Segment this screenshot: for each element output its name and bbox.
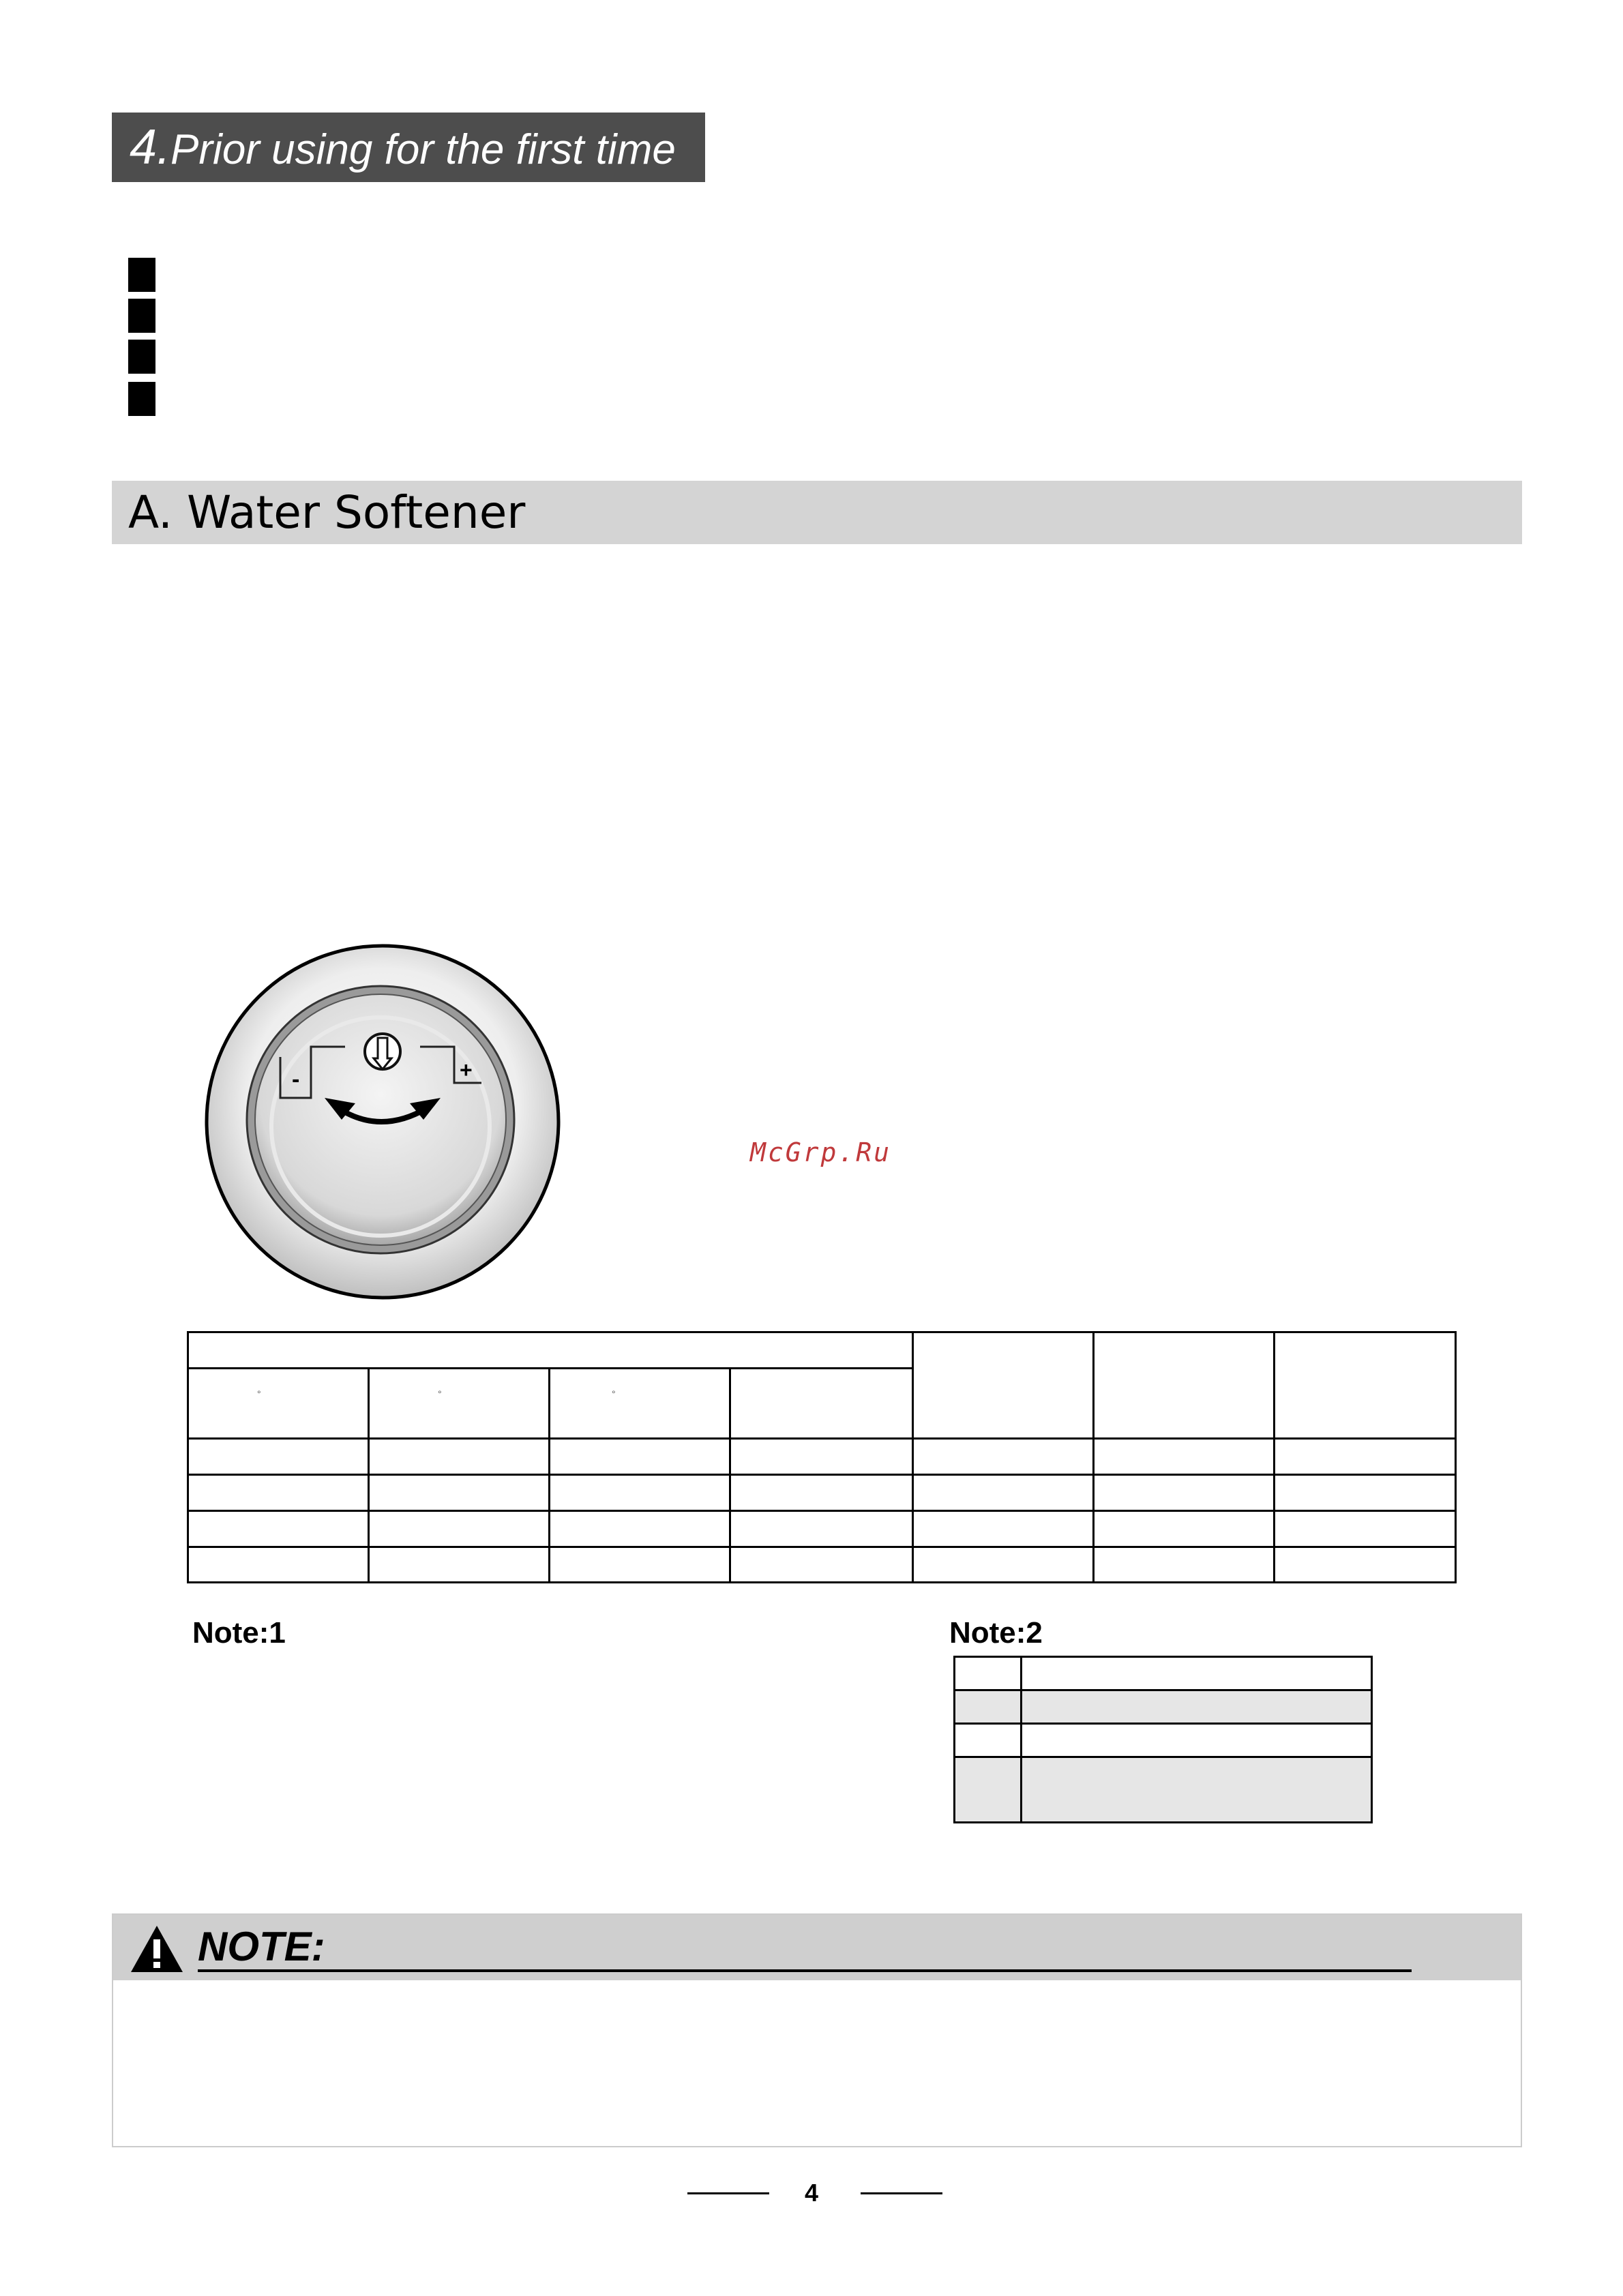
table-header-cell <box>912 1331 1095 1440</box>
softener-dial-illustration <box>202 941 563 1302</box>
section-title: Prior using for the first time <box>170 126 676 173</box>
table-row <box>187 1474 1457 1512</box>
table-header-cell: ° <box>368 1367 550 1440</box>
section-4-header <box>112 113 705 182</box>
note-underline <box>198 1969 1412 1972</box>
note-1-title: Note:1 <box>192 1616 286 1650</box>
table-row <box>187 1510 1457 1548</box>
bullet-marker <box>128 382 155 416</box>
note-header <box>113 1915 1521 1980</box>
table-header-cell: ° <box>548 1367 731 1440</box>
note-2-table <box>953 1656 1373 1823</box>
table-row <box>953 1756 1373 1823</box>
table-header-cell <box>1273 1331 1457 1440</box>
water-hardness-table <box>187 1331 1457 1583</box>
note-2-title: Note:2 <box>949 1616 1043 1650</box>
table-row <box>953 1656 1373 1691</box>
bullet-marker <box>128 258 155 292</box>
table-row <box>187 1546 1457 1583</box>
note-title: NOTE: <box>198 1924 325 1969</box>
page-number: 4 <box>804 2179 819 2207</box>
footer-rule-right <box>861 2192 942 2194</box>
water-softener-header: A. Water Softener <box>112 481 1522 544</box>
table-group-header <box>187 1331 914 1369</box>
footer-rule-left <box>687 2192 769 2194</box>
table-header-cell <box>1092 1331 1275 1440</box>
section-number: 4. <box>130 120 171 175</box>
table-header-cell <box>729 1367 914 1440</box>
note-box <box>112 1913 1522 2147</box>
watermark: McGrp.Ru <box>750 1137 892 1167</box>
table-row <box>953 1689 1373 1725</box>
dial-plus-label: + <box>460 1058 473 1082</box>
table-row <box>187 1437 1457 1476</box>
table-header-cell: ° <box>187 1367 370 1440</box>
bullet-marker <box>128 299 155 333</box>
table-row <box>953 1723 1373 1758</box>
bullet-marker <box>128 340 155 374</box>
warning-icon <box>130 1924 184 1973</box>
dial-minus-label: - <box>292 1067 300 1092</box>
